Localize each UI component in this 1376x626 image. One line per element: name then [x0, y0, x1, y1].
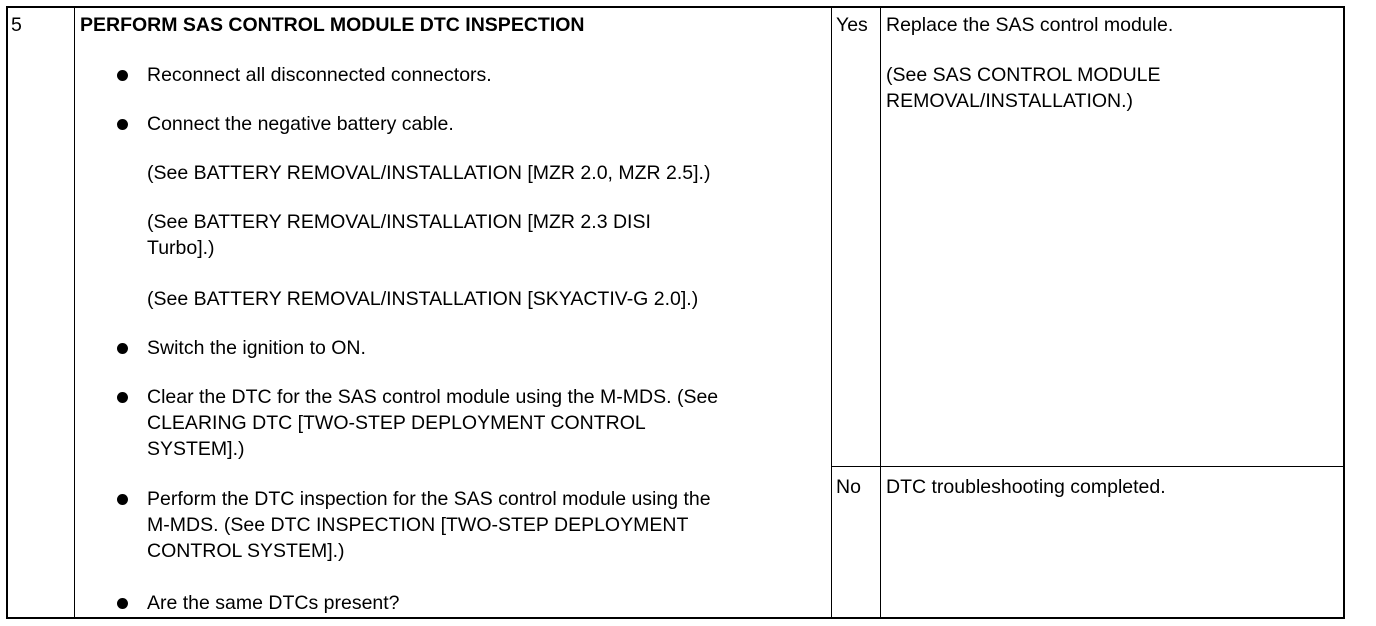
step-reference-text: Turbo].)	[147, 237, 215, 259]
column-divider	[880, 8, 881, 617]
bullet-icon	[117, 343, 128, 354]
yes-label: Yes	[836, 14, 868, 36]
step-number: 5	[11, 14, 22, 36]
step-item-text: Are the same DTCs present?	[147, 592, 400, 614]
bullet-icon	[117, 494, 128, 505]
bullet-icon	[117, 392, 128, 403]
yes-action: Replace the SAS control module.	[886, 14, 1174, 36]
step-item-text: M-MDS. (See DTC INSPECTION [TWO-STEP DEPLOYMENT	[147, 514, 689, 536]
step-reference-text: (See BATTERY REMOVAL/INSTALLATION [MZR 2.0, MZR 2.5].)	[147, 162, 711, 184]
step-reference-text: (See BATTERY REMOVAL/INSTALLATION [MZR 2.3 DISI	[147, 211, 651, 233]
step-item-text: CONTROL SYSTEM].)	[147, 540, 345, 562]
bullet-icon	[117, 598, 128, 609]
no-action: DTC troubleshooting completed.	[886, 476, 1166, 498]
column-divider	[831, 8, 832, 617]
step-item-text: Switch the ignition to ON.	[147, 337, 366, 359]
column-divider	[74, 8, 75, 617]
no-label: No	[836, 476, 861, 498]
step-title: PERFORM SAS CONTROL MODULE DTC INSPECTION	[80, 14, 585, 36]
yes-reference-line: (See SAS CONTROL MODULE	[886, 64, 1161, 86]
step-reference-text: (See BATTERY REMOVAL/INSTALLATION [SKYACTIV-G 2.0].)	[147, 288, 699, 310]
step-item-text: Clear the DTC for the SAS control module using the M-MDS. (See	[147, 386, 719, 408]
step-item-text: Connect the negative battery cable.	[147, 113, 454, 135]
yes-reference-line: REMOVAL/INSTALLATION.)	[886, 90, 1134, 112]
step-item-text: Perform the DTC inspection for the SAS control module using the	[147, 488, 711, 510]
row-divider	[831, 466, 1343, 467]
step-item-text: CLEARING DTC [TWO-STEP DEPLOYMENT CONTROL	[147, 412, 646, 434]
bullet-icon	[117, 70, 128, 81]
bullet-icon	[117, 119, 128, 130]
step-item-text: Reconnect all disconnected connectors.	[147, 64, 492, 86]
step-item-text: SYSTEM].)	[147, 438, 245, 460]
